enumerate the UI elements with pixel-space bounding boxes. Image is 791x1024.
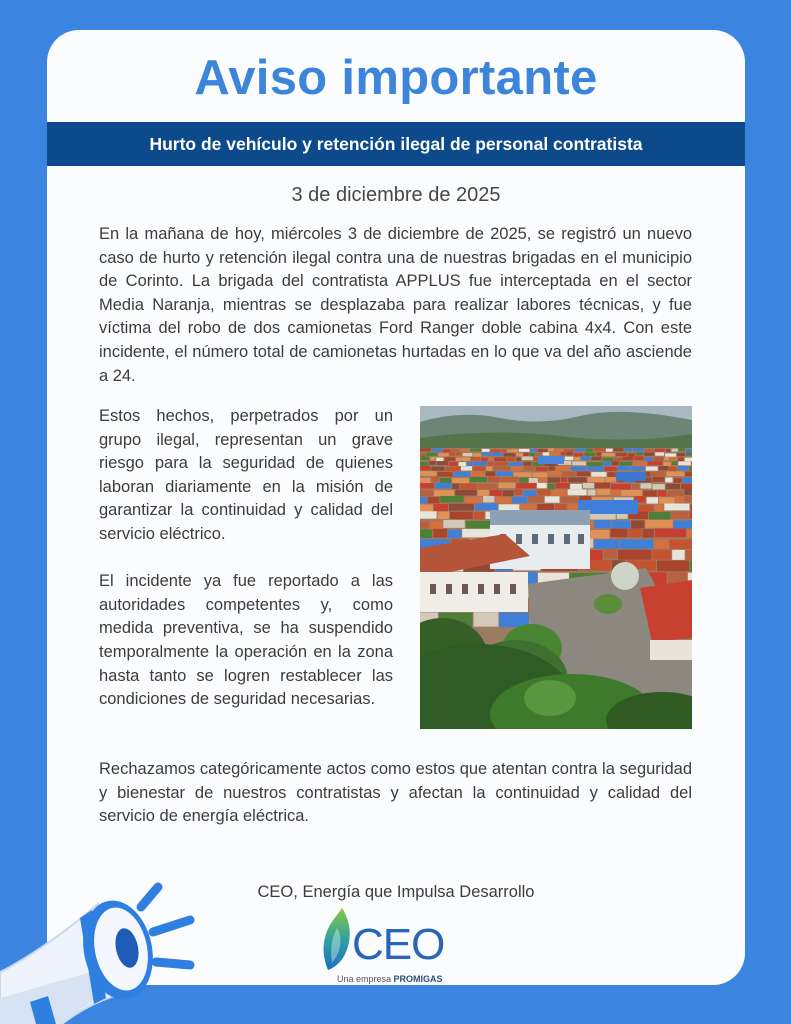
tree xyxy=(420,529,432,538)
rooftop xyxy=(456,452,462,455)
rooftop xyxy=(430,457,435,461)
rooftop xyxy=(438,453,448,456)
rooftop xyxy=(671,512,688,519)
rooftop xyxy=(685,472,692,477)
rooftop xyxy=(667,490,683,496)
rooftop xyxy=(678,461,690,465)
tagline-prefix: Una empresa xyxy=(337,974,392,984)
rooftop xyxy=(612,461,619,465)
rooftop xyxy=(437,461,449,465)
rooftop xyxy=(550,452,560,455)
window xyxy=(462,584,468,594)
rooftop xyxy=(653,484,665,489)
rooftop xyxy=(628,453,635,456)
rooftop xyxy=(676,496,684,502)
rooftop xyxy=(568,489,587,495)
tree xyxy=(421,456,430,460)
rooftop xyxy=(491,449,501,452)
tree xyxy=(594,594,622,614)
rooftop xyxy=(611,484,631,489)
rooftop xyxy=(495,462,508,466)
tree xyxy=(420,462,428,466)
tagline-brand: PROMIGAS xyxy=(393,974,443,984)
rooftop xyxy=(551,490,566,496)
tree xyxy=(524,680,576,716)
rooftop xyxy=(655,449,665,452)
ceo-logo xyxy=(322,905,462,985)
rooftop xyxy=(665,477,672,482)
tree xyxy=(649,512,670,519)
tree xyxy=(440,496,463,502)
rooftop xyxy=(594,448,605,451)
rooftop xyxy=(438,472,453,477)
rooftop xyxy=(574,453,584,456)
notice-date: 3 de diciembre de 2025 xyxy=(291,184,501,206)
rooftop xyxy=(556,466,570,470)
rooftop xyxy=(461,466,472,470)
rooftop xyxy=(524,466,535,470)
window xyxy=(494,584,500,594)
sound-wave xyxy=(141,887,158,907)
rooftop xyxy=(501,477,519,482)
rooftop xyxy=(473,467,485,471)
rooftop xyxy=(659,466,669,470)
rooftop xyxy=(597,489,611,495)
rooftop xyxy=(666,449,671,452)
rooftop xyxy=(533,473,548,478)
rooftop xyxy=(448,530,461,539)
leaf-flame-icon xyxy=(322,908,352,970)
rooftop xyxy=(608,472,616,477)
rooftop xyxy=(495,497,511,503)
rooftop xyxy=(664,462,671,466)
risk-paragraph: Estos hechos, perpetrados por un grupo ilegal, representan un grave riesgo para la seguridad de quienes laboran diariamente en la misión de garantizar la continuidad y calidad del servicio eléctrico. xyxy=(99,407,393,543)
rooftop xyxy=(507,449,518,452)
rooftop xyxy=(646,467,658,471)
rooftop xyxy=(420,505,433,512)
rooftop xyxy=(571,467,586,471)
rooftop xyxy=(482,452,492,455)
rooftop xyxy=(588,477,605,482)
rooftop xyxy=(624,448,632,451)
rooftop xyxy=(583,483,594,488)
window xyxy=(430,584,436,594)
rooftop xyxy=(450,452,456,455)
rooftop xyxy=(651,472,665,477)
rooftop xyxy=(653,477,665,482)
rooftop xyxy=(665,453,676,456)
rooftop xyxy=(654,539,668,548)
rooftop xyxy=(670,540,692,549)
rooftop xyxy=(420,448,431,451)
rooftop xyxy=(603,462,610,466)
rooftop xyxy=(670,457,677,461)
rooftop xyxy=(568,477,586,482)
rooftop xyxy=(561,497,579,503)
rooftop xyxy=(459,462,466,466)
rooftop xyxy=(631,466,645,470)
rooftop xyxy=(658,490,667,496)
rooftop xyxy=(657,561,689,572)
rooftop xyxy=(420,483,434,488)
rooftop xyxy=(432,477,440,482)
window xyxy=(564,534,570,544)
rooftop xyxy=(686,550,692,560)
rooftop xyxy=(543,452,550,455)
rooftop xyxy=(678,458,684,462)
rooftop xyxy=(581,456,590,460)
rooftop xyxy=(686,449,692,452)
rooftop xyxy=(452,478,469,483)
side-text-column xyxy=(99,405,393,735)
rooftop xyxy=(629,529,642,538)
tree xyxy=(584,453,595,456)
tree xyxy=(587,462,603,466)
rooftop xyxy=(488,457,493,461)
rooftop xyxy=(516,458,521,462)
rooftop xyxy=(515,489,523,495)
tree xyxy=(470,477,487,482)
closing-paragraph: Rechazamos categóricamente actos como estos que atentan contra la seguridad y bienestar de nuestros contratistas y afectan la continuidad y calidad del servicio de energía eléctrica. xyxy=(99,760,692,826)
rooftop xyxy=(647,497,658,503)
rooftop xyxy=(436,458,443,462)
rooftop xyxy=(566,452,572,455)
rooftop xyxy=(594,540,619,549)
window xyxy=(578,534,584,544)
rooftop xyxy=(509,462,523,466)
rooftop xyxy=(548,448,554,451)
tree xyxy=(686,452,692,455)
rooftop xyxy=(645,520,672,528)
rooftop xyxy=(618,550,651,560)
blue-roof xyxy=(538,456,564,464)
rooftop xyxy=(545,496,560,502)
rooftop xyxy=(612,520,630,528)
rooftop xyxy=(604,549,617,559)
rooftop xyxy=(432,467,445,471)
rooftop xyxy=(643,529,654,538)
tree xyxy=(689,467,692,471)
rooftop xyxy=(488,462,494,466)
rooftop xyxy=(690,512,692,519)
rooftop xyxy=(486,472,496,477)
rooftop xyxy=(548,471,561,476)
rooftop xyxy=(503,490,514,496)
rooftop xyxy=(652,550,671,560)
tree xyxy=(548,484,555,489)
notice-card xyxy=(47,30,745,985)
rooftop xyxy=(678,466,688,470)
rooftop xyxy=(438,512,449,519)
rooftop xyxy=(588,490,596,496)
rooftop xyxy=(685,458,692,462)
tree xyxy=(530,453,535,456)
intro-paragraph: En la mañana de hoy, miércoles 3 de diciembre de 2025, se registró un nuevo caso de hurto y retención ilegal contra una de nuestras brigadas en el municipio de Corinto. La brigada del contratista APPLUS fue interceptada en el sector Media Naranja, mientras se desplazaba para realizar labores técnicas, y fue víctima del robo de dos camionetas Ford Ranger doble cabina 4x4. Con este incidente, el número total de camionetas hurtadas en lo que va del año asciende a 24. xyxy=(99,225,692,385)
rooftop xyxy=(473,453,481,456)
rooftop xyxy=(474,462,488,466)
rooftop xyxy=(452,484,459,489)
headline-banner: Hurto de vehículo y retención ilegal de personal contratista xyxy=(47,122,745,166)
rooftop xyxy=(511,466,522,470)
rooftop xyxy=(504,453,516,456)
rooftop xyxy=(620,540,653,549)
rooftop xyxy=(562,472,575,477)
rooftop xyxy=(493,466,510,470)
rooftop xyxy=(493,453,502,456)
rooftop xyxy=(538,449,547,452)
rooftop xyxy=(462,529,491,538)
rooftop xyxy=(471,457,480,461)
window xyxy=(510,584,516,594)
tree xyxy=(586,449,593,452)
rooftop xyxy=(672,550,685,560)
rooftop xyxy=(669,467,677,471)
rooftop xyxy=(659,497,675,503)
rooftop xyxy=(430,521,442,529)
rooftop xyxy=(420,490,433,496)
rooftop xyxy=(591,472,606,477)
rooftop xyxy=(507,457,516,461)
rooftop xyxy=(645,457,653,461)
rooftop xyxy=(517,453,523,456)
rooftop xyxy=(556,483,570,488)
rooftop xyxy=(445,467,460,471)
rooftop xyxy=(443,520,465,528)
rooftop xyxy=(549,466,555,470)
rooftop xyxy=(655,529,686,538)
logo-tagline xyxy=(337,974,443,985)
rooftop xyxy=(420,454,425,457)
rooftop xyxy=(528,496,544,502)
rooftop xyxy=(548,478,560,483)
rooftop xyxy=(595,483,610,488)
rooftop xyxy=(655,452,664,455)
rooftop xyxy=(434,504,448,511)
rooftop xyxy=(478,490,489,496)
rooftop xyxy=(643,491,657,497)
rooftop xyxy=(565,457,574,461)
rooftop xyxy=(432,449,443,452)
rooftop xyxy=(529,478,538,483)
rooftop xyxy=(420,471,437,476)
rooftop xyxy=(536,467,548,471)
rooftop xyxy=(449,504,474,511)
sound-wave xyxy=(153,920,190,932)
rooftop xyxy=(467,462,472,466)
megaphone-icon xyxy=(0,870,200,1024)
rooftop xyxy=(588,467,604,471)
rooftop xyxy=(449,462,458,466)
rooftop xyxy=(483,496,494,502)
rooftop xyxy=(428,497,440,503)
white-building-roof xyxy=(490,510,590,525)
rooftop xyxy=(516,483,536,488)
rooftop xyxy=(420,478,431,483)
rooftop xyxy=(685,489,693,495)
rooftop xyxy=(564,449,574,452)
rooftop xyxy=(514,472,532,477)
rooftop xyxy=(611,490,620,496)
rooftop xyxy=(666,484,680,489)
rooftop xyxy=(474,512,485,519)
rooftop xyxy=(691,504,693,511)
tree xyxy=(679,448,685,451)
rooftop xyxy=(536,453,542,456)
rooftop xyxy=(433,529,447,538)
rooftop xyxy=(537,489,550,495)
tree xyxy=(672,461,678,465)
tree xyxy=(620,462,633,466)
rooftop xyxy=(654,457,664,461)
rooftop xyxy=(475,503,498,510)
rooftop xyxy=(561,477,567,482)
rooftop xyxy=(592,457,602,461)
rooftop xyxy=(519,449,530,452)
rooftop xyxy=(614,448,624,451)
rooftop xyxy=(570,484,582,489)
rooftop xyxy=(465,497,482,503)
rooftop xyxy=(685,496,692,502)
measures-paragraph: El incidente ya fue reportado a las autoridades competentes y, como medida preventiva, se ha suspendido temporalmente la operación en la zona hasta tanto se logren restablecer las condiciones de seguridad necesarias. xyxy=(99,572,393,709)
rooftop xyxy=(645,449,654,452)
rooftop xyxy=(577,471,591,476)
rooftop xyxy=(574,457,580,461)
rooftop xyxy=(539,477,547,482)
rooftop xyxy=(512,497,527,503)
rooftop xyxy=(641,483,652,488)
rooftop xyxy=(664,457,669,461)
rooftop xyxy=(602,453,615,456)
rooftop xyxy=(460,484,477,489)
rooftop xyxy=(575,449,585,452)
rooftop xyxy=(486,466,492,470)
rooftop xyxy=(420,511,437,518)
sound-wave xyxy=(156,962,190,965)
rooftop xyxy=(633,462,646,466)
rooftop xyxy=(677,453,685,456)
rooftop xyxy=(456,457,470,461)
rooftop xyxy=(451,449,459,452)
rooftop xyxy=(522,457,533,461)
rooftop xyxy=(537,483,547,488)
window xyxy=(478,584,484,594)
tree xyxy=(690,561,692,572)
rooftop xyxy=(594,520,611,528)
town-aerial-photo xyxy=(420,406,692,729)
rooftop xyxy=(623,457,634,461)
rooftop xyxy=(420,497,427,503)
rooftop xyxy=(499,483,516,488)
rooftop xyxy=(687,529,692,538)
rooftop xyxy=(523,490,536,496)
rooftop xyxy=(488,477,500,482)
rooftop xyxy=(445,457,456,461)
window xyxy=(548,534,554,544)
red-roof-wall xyxy=(650,640,692,660)
rooftop xyxy=(618,466,630,470)
rooftop xyxy=(674,521,692,529)
rooftop xyxy=(537,504,554,511)
rooftop xyxy=(420,466,430,470)
tree xyxy=(519,478,528,483)
rooftop xyxy=(616,453,627,456)
rooftop xyxy=(644,453,654,456)
logo-name: CEO xyxy=(352,920,445,969)
rooftop xyxy=(454,472,470,477)
rooftop xyxy=(471,472,485,477)
rooftop xyxy=(681,484,692,489)
rooftop xyxy=(561,452,566,455)
window xyxy=(532,534,538,544)
rooftop xyxy=(621,490,642,496)
rooftop xyxy=(596,452,601,455)
tree xyxy=(440,478,451,483)
rooftop xyxy=(674,478,682,483)
rooftop xyxy=(555,449,563,452)
blue-roof xyxy=(616,472,646,481)
rooftop xyxy=(672,449,678,452)
rooftop xyxy=(606,477,616,482)
rooftop xyxy=(474,612,499,627)
rooftop xyxy=(605,467,617,471)
rooftop xyxy=(460,449,469,452)
rooftop xyxy=(450,512,473,519)
rooftop xyxy=(666,472,684,477)
rooftop xyxy=(429,461,435,465)
rooftop xyxy=(664,504,689,511)
rooftop xyxy=(648,461,663,465)
rooftop xyxy=(495,457,506,461)
rooftop xyxy=(655,505,664,512)
rooftop xyxy=(490,490,502,496)
window xyxy=(446,584,452,594)
rooftop xyxy=(572,461,586,465)
rooftop xyxy=(632,484,640,489)
rooftop xyxy=(463,453,473,456)
signature: CEO, Energía que Impulsa Desarrollo xyxy=(257,883,535,901)
rooftop xyxy=(555,504,566,511)
rooftop xyxy=(631,520,644,528)
flowering-tree xyxy=(611,562,639,590)
tree xyxy=(470,449,481,452)
page-title: Aviso importante xyxy=(194,51,598,105)
rooftop xyxy=(634,456,643,460)
rooftop xyxy=(614,458,621,462)
rooftop xyxy=(683,478,693,483)
rooftop xyxy=(633,448,644,451)
rooftop xyxy=(435,483,451,488)
tree xyxy=(426,453,437,456)
rooftop xyxy=(434,490,454,496)
rooftop xyxy=(606,449,613,452)
rooftop xyxy=(611,529,628,538)
rooftop xyxy=(481,458,488,462)
rooftop xyxy=(496,471,512,476)
tree xyxy=(602,458,613,462)
rooftop xyxy=(482,449,490,452)
rooftop xyxy=(443,449,450,452)
rooftop xyxy=(420,521,429,529)
rooftop xyxy=(478,484,498,489)
rooftop xyxy=(502,449,506,452)
rooftop xyxy=(524,453,529,456)
window xyxy=(516,534,522,544)
rooftop xyxy=(523,462,531,466)
rooftop xyxy=(530,449,537,452)
tree xyxy=(636,452,643,455)
rooftop xyxy=(455,490,477,496)
